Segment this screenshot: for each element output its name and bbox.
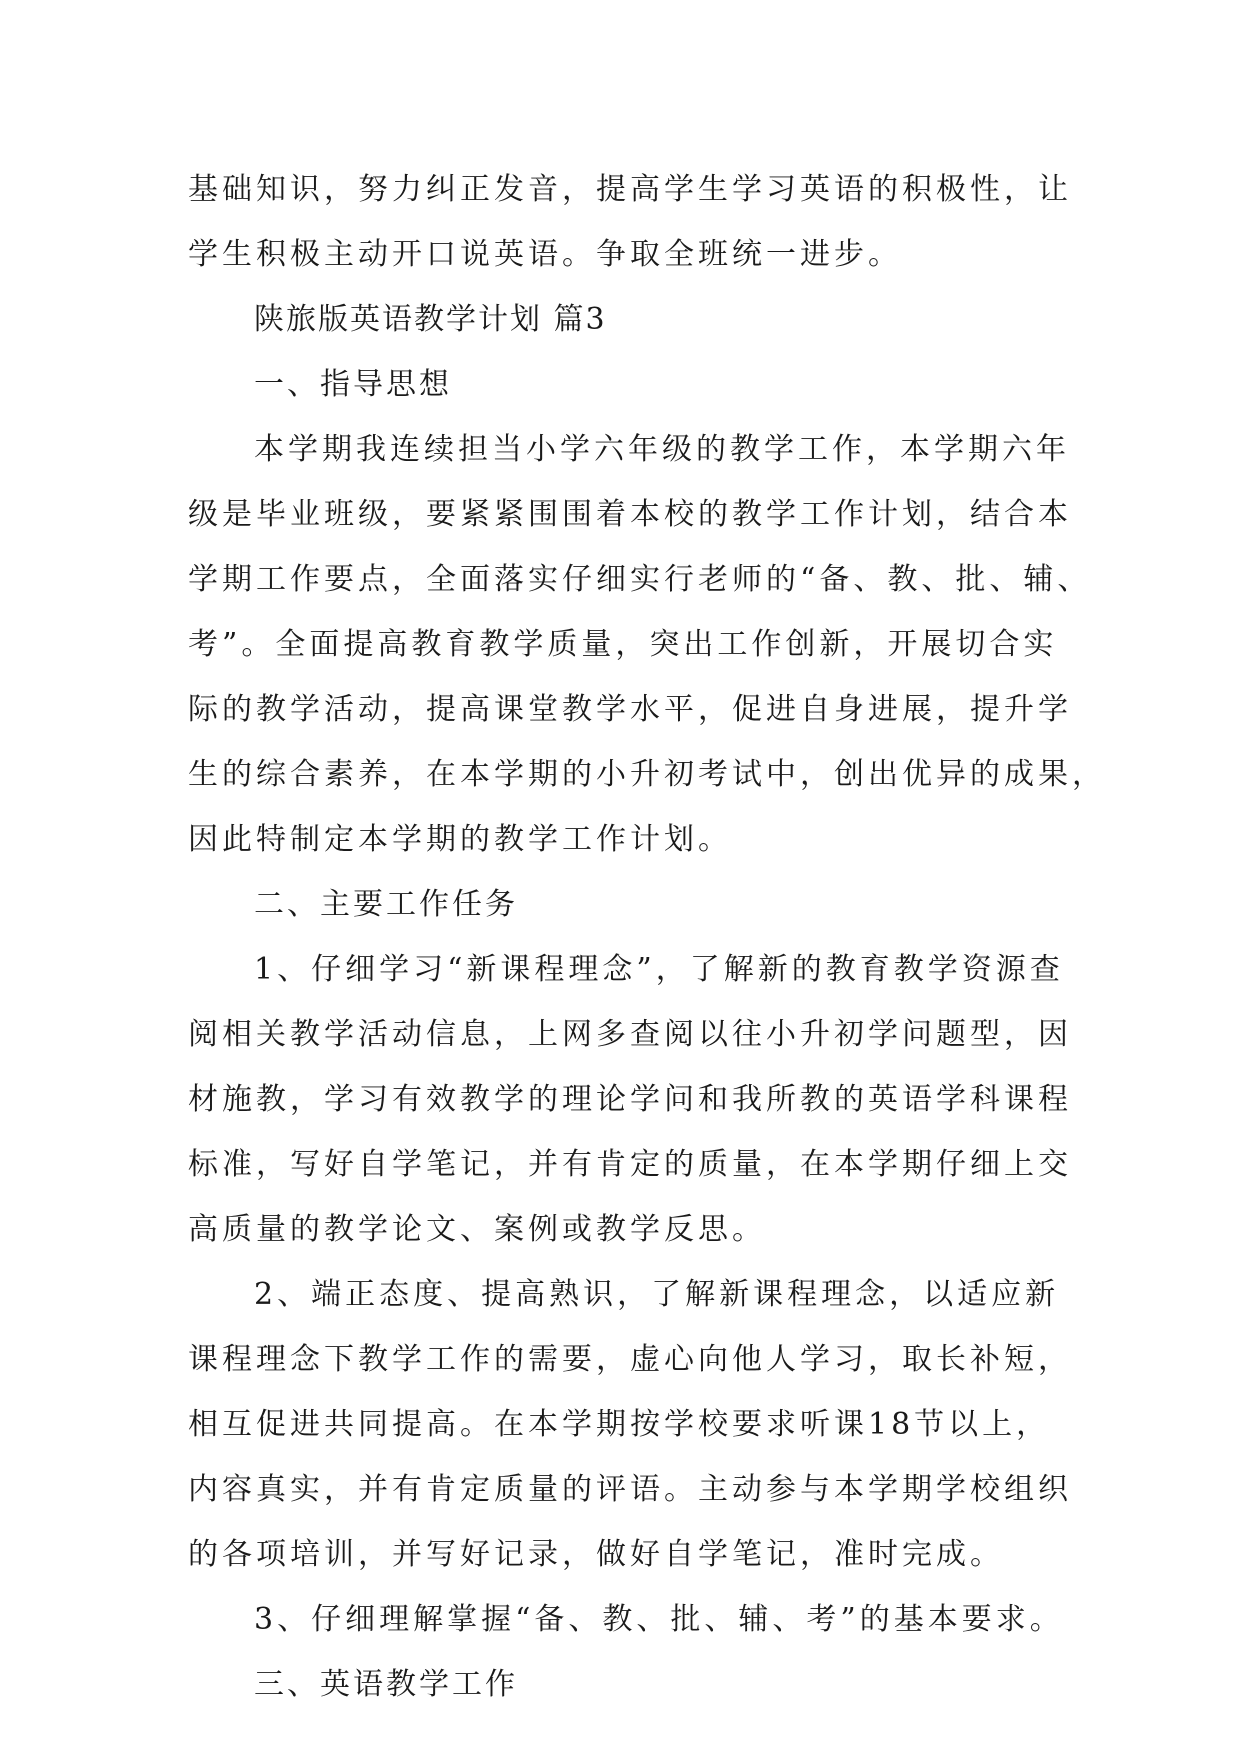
text-line: 级是毕业班级，要紧紧围围着本校的教学工作计划，结合本 <box>188 497 1072 532</box>
text-line: 际的教学活动，提高课堂教学水平，促进自身进展，提升学 <box>188 692 1072 727</box>
text-line: 标准，写好自学笔记，并有肯定的质量，在本学期仔细上交 <box>188 1147 1072 1182</box>
section-heading: 二、主要工作任务 <box>254 887 518 922</box>
section-title: 陕旅版英语教学计划 篇3 <box>254 302 607 337</box>
text-line: 高质量的教学论文、案例或教学反思。 <box>188 1212 766 1247</box>
paragraph-first-line: 1、仔细学习“新课程理念”，了解新的教育教学资源查 <box>254 952 1064 987</box>
paragraph-first-line: 2、端正态度、提高熟识，了解新课程理念，以适应新 <box>254 1277 1060 1312</box>
paragraph-first-line: 本学期我连续担当小学六年级的教学工作，本学期六年 <box>254 432 1070 467</box>
text-line: 因此特制定本学期的教学工作计划。 <box>188 822 732 857</box>
document-body <box>188 157 1106 1717</box>
text-line: 的各项培训，并写好记录，做好自学笔记，准时完成。 <box>188 1537 1004 1572</box>
section-heading: 三、英语教学工作 <box>254 1667 518 1702</box>
text-line: 阅相关教学活动信息，上网多查阅以往小升初学问题型，因 <box>188 1017 1072 1052</box>
text-line: 生的综合素养，在本学期的小升初考试中，创出优异的成果， <box>188 757 1106 792</box>
section-heading: 一、指导思想 <box>254 367 452 402</box>
paragraph-first-line: 3、仔细理解掌握“备、教、批、辅、考”的基本要求。 <box>254 1602 1064 1637</box>
text-line: 相互促进共同提高。在本学期按学校要求听课18节以上， <box>188 1407 1051 1442</box>
text-line: 学期工作要点，全面落实仔细实行老师的“备、教、批、辅、 <box>188 562 1092 597</box>
text-line: 课程理念下教学工作的需要，虚心向他人学习，取长补短， <box>188 1342 1072 1377</box>
text-line: 学生积极主动开口说英语。争取全班统一进步。 <box>188 237 902 272</box>
text-line: 基础知识，努力纠正发音，提高学生学习英语的积极性，让 <box>188 172 1072 207</box>
text-line: 内容真实，并有肯定质量的评语。主动参与本学期学校组织 <box>188 1472 1072 1507</box>
text-line: 考”。全面提高教育教学质量，突出工作创新，开展切合实 <box>188 627 1058 662</box>
text-line: 材施教，学习有效教学的理论学问和我所教的英语学科课程 <box>188 1082 1072 1117</box>
